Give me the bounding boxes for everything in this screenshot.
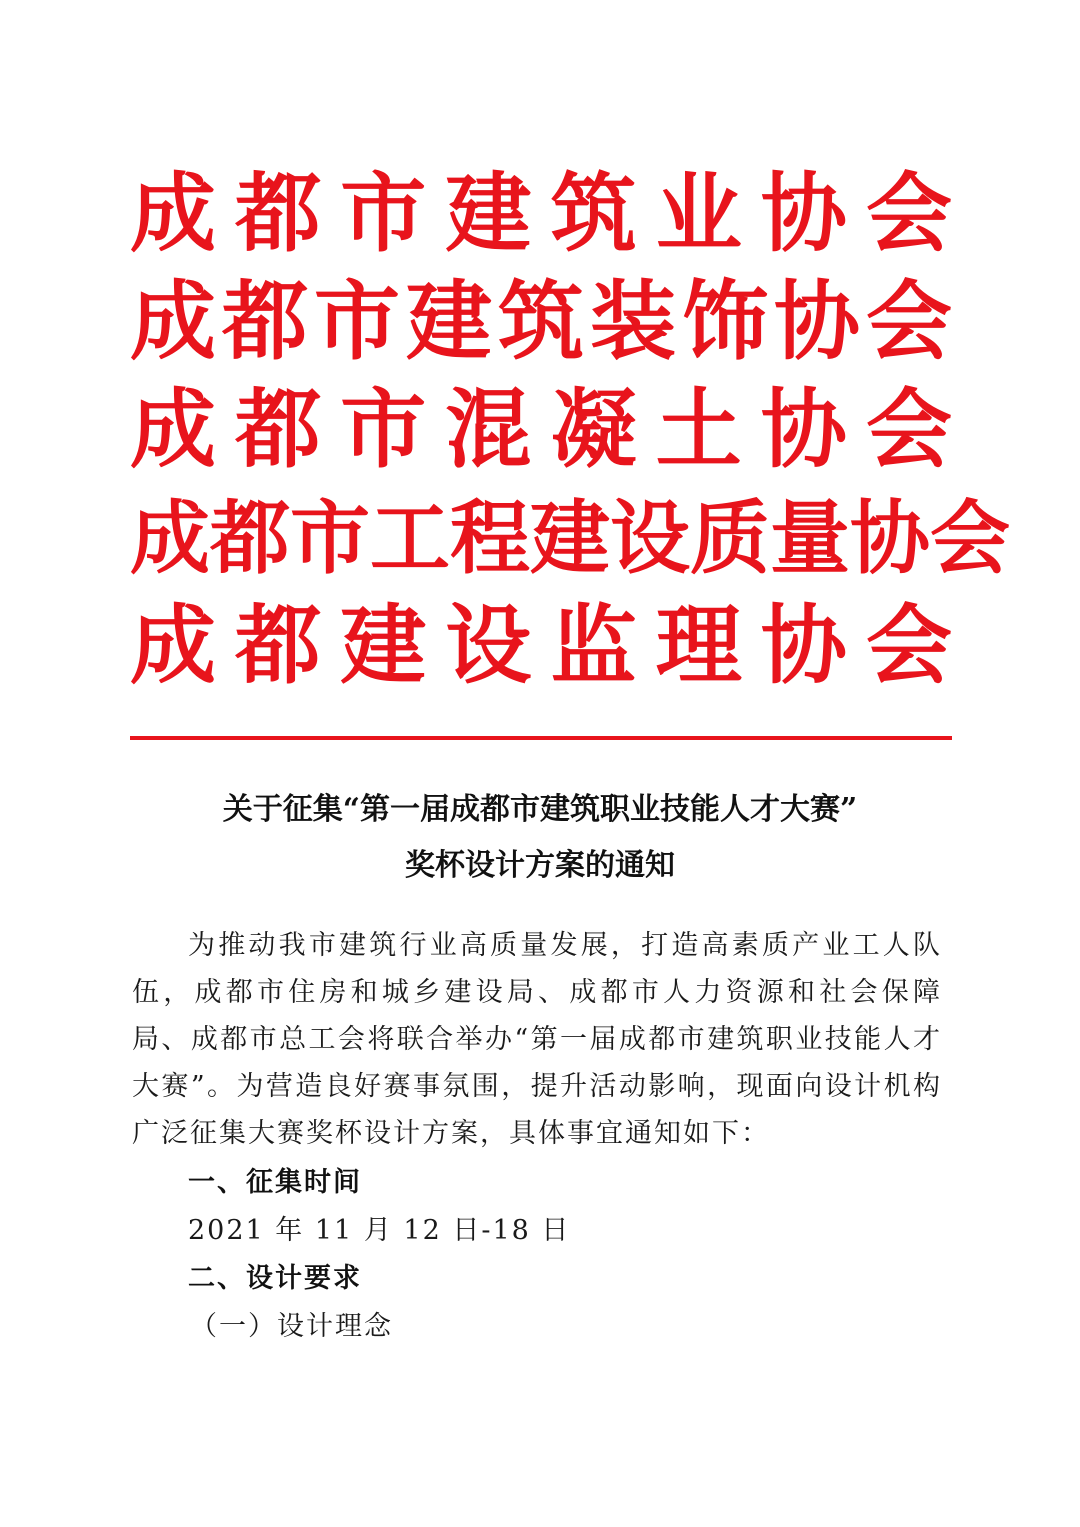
issuer-block — [130, 160, 1010, 700]
issuer-char: 成 — [130, 491, 210, 585]
issuer-char: 建 — [340, 595, 427, 696]
issuer-char: 量 — [770, 491, 850, 585]
issuer-char: 协 — [850, 491, 930, 585]
issuer-char: 市 — [290, 491, 370, 585]
document-title-line2: 奖杯设计方案的通知 — [405, 848, 675, 883]
issuer-line — [130, 484, 1010, 592]
collection-date: 2021 年 11 月 12 日-18 日 — [188, 1215, 571, 1246]
red-divider — [130, 736, 952, 740]
issuer-char: 都 — [222, 271, 308, 372]
issuer-char: 建 — [406, 271, 492, 372]
issuer-char: 都 — [235, 379, 322, 480]
issuer-char: 协 — [760, 595, 847, 696]
document-title-line1: 关于征集“第一届成都市建筑职业技能人才大赛” — [222, 792, 858, 827]
issuer-char: 凝 — [550, 379, 637, 480]
issuer-char: 市 — [314, 271, 400, 372]
issuer-char: 筑 — [498, 271, 584, 372]
section-heading-collection-time: 一、征集时间 — [188, 1167, 362, 1198]
issuer-char: 监 — [550, 595, 637, 696]
issuer-char: 都 — [235, 163, 322, 264]
issuer-char: 筑 — [550, 163, 637, 264]
issuer-char: 成 — [130, 271, 216, 372]
issuer-char: 设 — [610, 491, 690, 585]
issuer-char: 都 — [235, 595, 322, 696]
section-heading-design-requirements: 二、设计要求 — [188, 1263, 362, 1294]
issuer-char: 理 — [655, 595, 742, 696]
issuer-char: 协 — [774, 271, 860, 372]
issuer-char: 业 — [655, 163, 742, 264]
issuer-char: 建 — [445, 163, 532, 264]
intro-paragraph: 为推动我市建筑行业高质量发展，打造高素质产业工人队伍，成都市住房和城乡建设局、成都市人力资源和社会保障局、成都市总工会将联合举办“第一届成都市建筑职业技能人才大赛”。为营造良好赛事氛围，提升活动影响，现面向设计机构广泛征集大赛奖杯设计方案，具体事宜通知如下： — [132, 930, 942, 1149]
issuer-char: 质 — [690, 491, 770, 585]
issuer-line — [130, 268, 952, 376]
issuer-line — [130, 376, 952, 484]
issuer-char: 会 — [865, 595, 952, 696]
issuer-char: 会 — [866, 271, 952, 372]
issuer-char: 都 — [210, 491, 290, 585]
issuer-char: 成 — [130, 379, 216, 480]
issuer-char: 土 — [655, 379, 742, 480]
issuer-char: 成 — [130, 595, 216, 696]
issuer-char: 设 — [445, 595, 532, 696]
issuer-char: 成 — [130, 163, 216, 264]
issuer-char: 工 — [370, 491, 450, 585]
issuer-line — [130, 160, 952, 268]
issuer-char: 会 — [930, 491, 1010, 585]
issuer-char: 协 — [760, 163, 847, 264]
subsection-design-concept: （一）设计理念 — [190, 1311, 393, 1342]
issuer-line — [130, 592, 952, 700]
issuer-char: 程 — [450, 491, 530, 585]
issuer-char: 建 — [530, 491, 610, 585]
issuer-char: 市 — [340, 163, 427, 264]
issuer-char: 会 — [865, 163, 952, 264]
issuer-char: 市 — [340, 379, 427, 480]
issuer-char: 混 — [445, 379, 532, 480]
issuer-char: 饰 — [682, 271, 768, 372]
issuer-char: 装 — [590, 271, 676, 372]
issuer-char: 协 — [760, 379, 847, 480]
issuer-char: 会 — [865, 379, 952, 480]
